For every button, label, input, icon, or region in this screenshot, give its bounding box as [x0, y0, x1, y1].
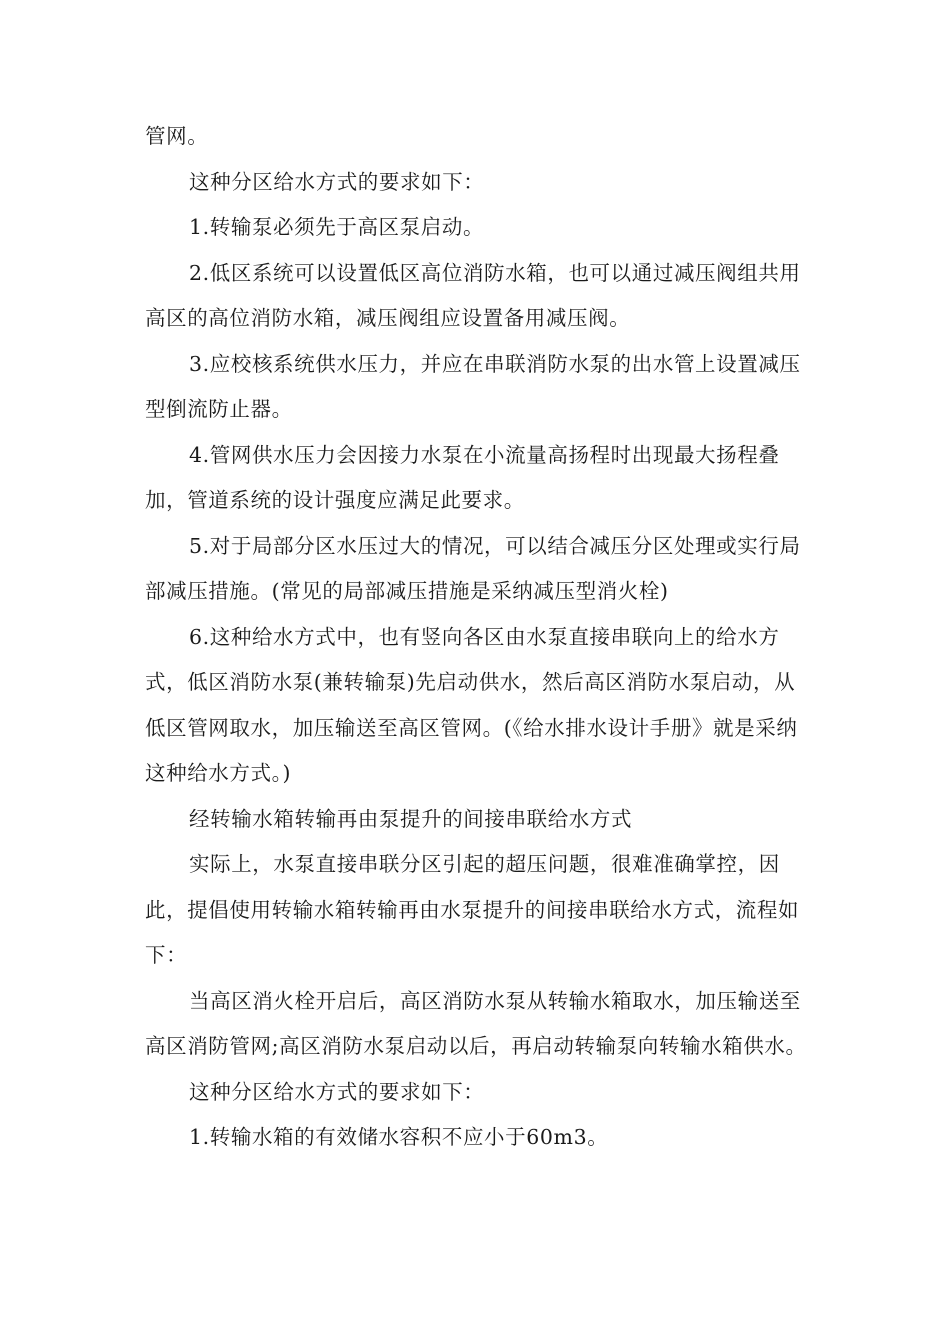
- paragraph-5: 3.应校核系统供水压力，并应在串联消防水泵的出水管上设置减压型倒流防止器。: [145, 351, 801, 421]
- paragraph-4: 2.低区系统可以设置低区高位消防水箱，也可以通过减压阀组共用高区的高位消防水箱，减压阀组应设置备用减压阀。: [145, 260, 801, 330]
- paragraph-1: 管网。: [145, 124, 209, 148]
- paragraph-12: 这种分区给水方式的要求如下：: [189, 1079, 485, 1104]
- paragraph-8: 6.这种给水方式中，也有竖向各区由水泵直接串联向上的给水方式，低区消防水泵(兼转输泵)先启动供水，然后高区消防水泵启动，从低区管网取水，加压输送至高区管网。(《给水排水设计手册》就是采纳这种给水方式。): [145, 624, 798, 785]
- document-body: [145, 114, 810, 1161]
- paragraph-7: 5.对于局部分区水压过大的情况，可以结合减压分区处理或实行局部减压措施。(常见的局部减压措施是采纳减压型消火栓): [145, 533, 801, 603]
- paragraph-3: 1.转输泵必须先于高区泵启动。: [189, 215, 485, 239]
- paragraph-11: 当高区消火栓开启后，高区消防水泵从转输水箱取水，加压输送至高区消防管网;高区消防水泵启动以后，再启动转输泵向转输水箱供水。: [145, 988, 807, 1058]
- paragraph-10: 实际上，水泵直接串联分区引起的超压问题，很难准确掌控，因此，提倡使用转输水箱转输再由水泵提升的间接串联给水方式，流程如下：: [145, 852, 800, 967]
- paragraph-6: 4.管网供水压力会因接力水泵在小流量高扬程时出现最大扬程叠加，管道系统的设计强度应满足此要求。: [145, 442, 780, 512]
- paragraph-2: 这种分区给水方式的要求如下：: [189, 169, 485, 194]
- paragraph-13: 1.转输水箱的有效储水容积不应小于60m3。: [189, 1125, 609, 1149]
- section-heading: 经转输水箱转输再由泵提升的间接串联给水方式: [189, 806, 633, 831]
